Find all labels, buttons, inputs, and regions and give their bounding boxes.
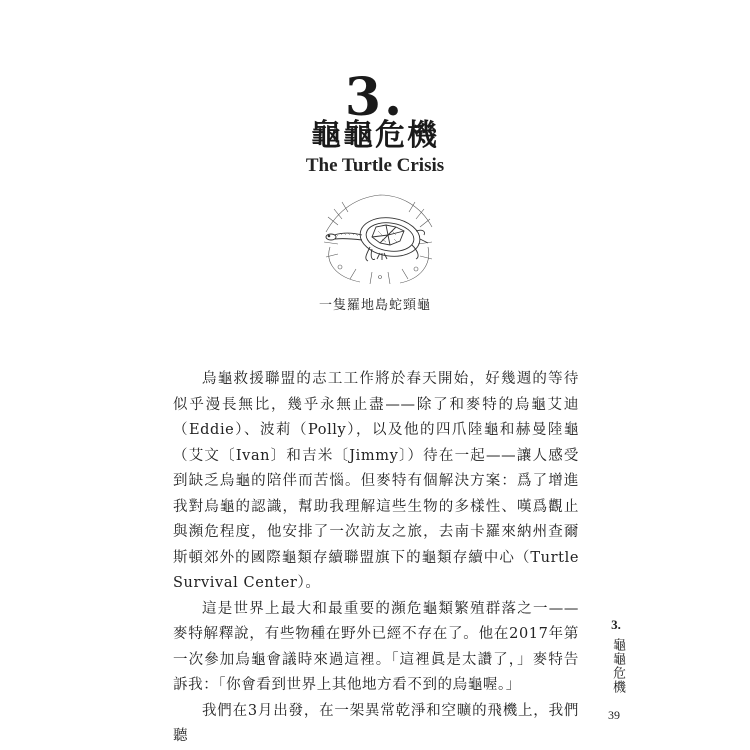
paragraph: 烏龜救援聯盟的志工工作將於春天開始，好幾週的等待似乎漫長無比，幾乎永無止盡——除了和麥特的烏龜艾迪（Eddie）、波莉（Polly），以及他的四爪陸龜和赫曼陸龜（艾文〔Ivan〕和吉米〔Jimmy〕）待在一起——讓人感受到缺乏烏龜的陪伴而苦惱。但麥特有個解決方案：爲了增進我對烏龜的認識，幫助我理解這些生物的多樣性、嘆爲觀止與瀕危程度，他安排了一次訪友之旅，去南卡羅來納州查爾斯頓郊外的國際龜類存續聯盟旗下的龜類存續中心（Turtle Survival Center）。: [173, 371, 579, 591]
chapter-number: 3.: [344, 67, 406, 128]
turtle-illustration: [320, 187, 438, 287]
sidebar-chapter-number: 3.: [611, 617, 621, 632]
page-number: 39: [608, 708, 620, 722]
illustration-caption: 一隻羅地島蛇頸龜: [318, 298, 431, 313]
sidebar-chapter-title: 龜龜危機: [610, 638, 625, 694]
chapter-title-zh: 龜龜危機: [311, 118, 439, 153]
body-text: [173, 367, 579, 750]
chapter-title-en: The Turtle Crisis: [305, 155, 445, 176]
paragraph: 我們在3月出發，在一架異常乾淨和空曠的飛機上，我們聽: [173, 702, 579, 744]
paragraph: 這是世界上最大和最重要的瀕危龜類繁殖群落之一——麥特解釋說，有些物種在野外已經不存在了。他在2017年第一次參加烏龜會議時來過這裡。「這裡眞是太讚了，」麥特告訴我：「你會看到世界上其他地方看不到的烏龜喔。」: [173, 600, 579, 693]
